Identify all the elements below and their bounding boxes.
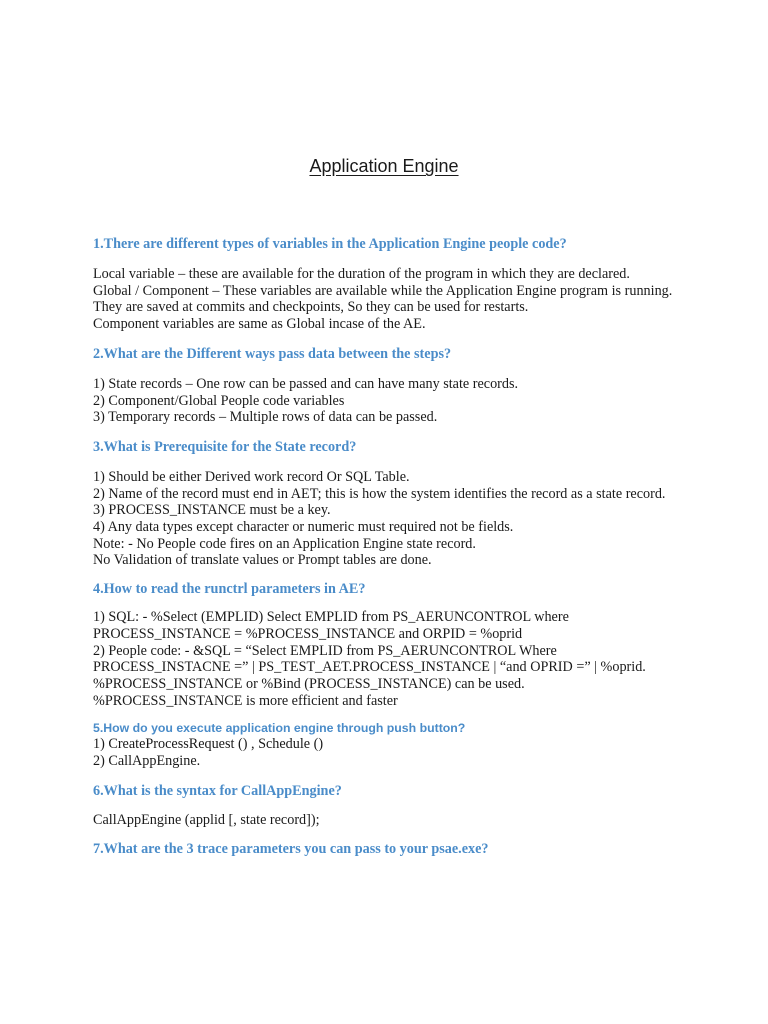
answer-line: Component variables are same as Global incase of the AE. — [93, 316, 426, 333]
answer-4 — [93, 609, 683, 709]
answer-line: 1) Should be either Derived work record Or SQL Table. — [93, 468, 410, 485]
answer-line: %PROCESS_INSTANCE is more efficient and faster — [93, 692, 398, 709]
answer-3 — [93, 469, 683, 569]
answer-line: No Validation of translate values or Prompt tables are done. — [93, 552, 432, 569]
answer-line: 2) People code: - &SQL = “Select EMPLID from PS_AERUNCONTROL Where PROCESS_INSTACNE =” | PS_TEST_AET.PROCESS_INSTANCE | “and OPRID =” | %oprid. — [93, 642, 646, 676]
answer-line: 4) Any data types except character or numeric must required not be fields. — [93, 519, 514, 536]
answer-6 — [93, 812, 683, 829]
question-6-heading: 6.What is the syntax for CallAppEngine? — [93, 782, 342, 799]
answer-line: 1) CreateProcessRequest () , Schedule () — [93, 736, 324, 753]
question-1-heading: 1.There are different types of variables in the Application Engine people code? — [93, 236, 567, 252]
answer-2 — [93, 376, 683, 426]
answer-line: 2) CallAppEngine. — [93, 753, 201, 770]
answer-line: 1) SQL: - %Select (EMPLID) Select EMPLID from PS_AERUNCONTROL where PROCESS_INSTANCE = %PROCESS_INSTANCE and ORPID = %oprid — [93, 609, 569, 642]
answer-line: 2) Name of the record must end in AET; this is how the system identifies the record as a state record. — [93, 485, 666, 502]
question-5-heading: 5.How do you execute application engine through push button? — [93, 721, 466, 736]
answer-line: 1) State records – One row can be passed and can have many state records. — [93, 375, 519, 392]
question-4-heading: 4.How to read the runctrl parameters in AE? — [93, 581, 366, 598]
answer-line: 2) Component/Global People code variables — [93, 392, 345, 409]
answer-line: Global / Component – These variables are available while the Application Engine program is running. They are saved at commits and checkpoints, So they can be used for restarts. — [93, 282, 673, 316]
answer-line: %PROCESS_INSTANCE or %Bind (PROCESS_INSTANCE) can be used. — [93, 675, 525, 692]
answer-1 — [93, 266, 683, 333]
question-3-heading: 3.What is Prerequisite for the State record? — [93, 438, 357, 455]
question-2-heading: 2.What are the Different ways pass data between the steps? — [93, 345, 452, 362]
document-body — [93, 234, 683, 859]
answer-line: 3) Temporary records – Multiple rows of data can be passed. — [93, 409, 438, 426]
question-7-heading: 7.What are the 3 trace parameters you can pass to your psae.exe? — [93, 841, 489, 858]
answer-line: 3) PROCESS_INSTANCE must be a key. — [93, 502, 331, 519]
page-title: Application Engine — [309, 156, 459, 176]
answer-line: CallAppEngine (applid [, state record]); — [93, 811, 320, 828]
answer-5 — [93, 736, 683, 769]
answer-line: Note: - No People code fires on an Application Engine state record. — [93, 535, 476, 552]
answer-line: Local variable – these are available for the duration of the program in which they are declared. — [93, 266, 630, 282]
